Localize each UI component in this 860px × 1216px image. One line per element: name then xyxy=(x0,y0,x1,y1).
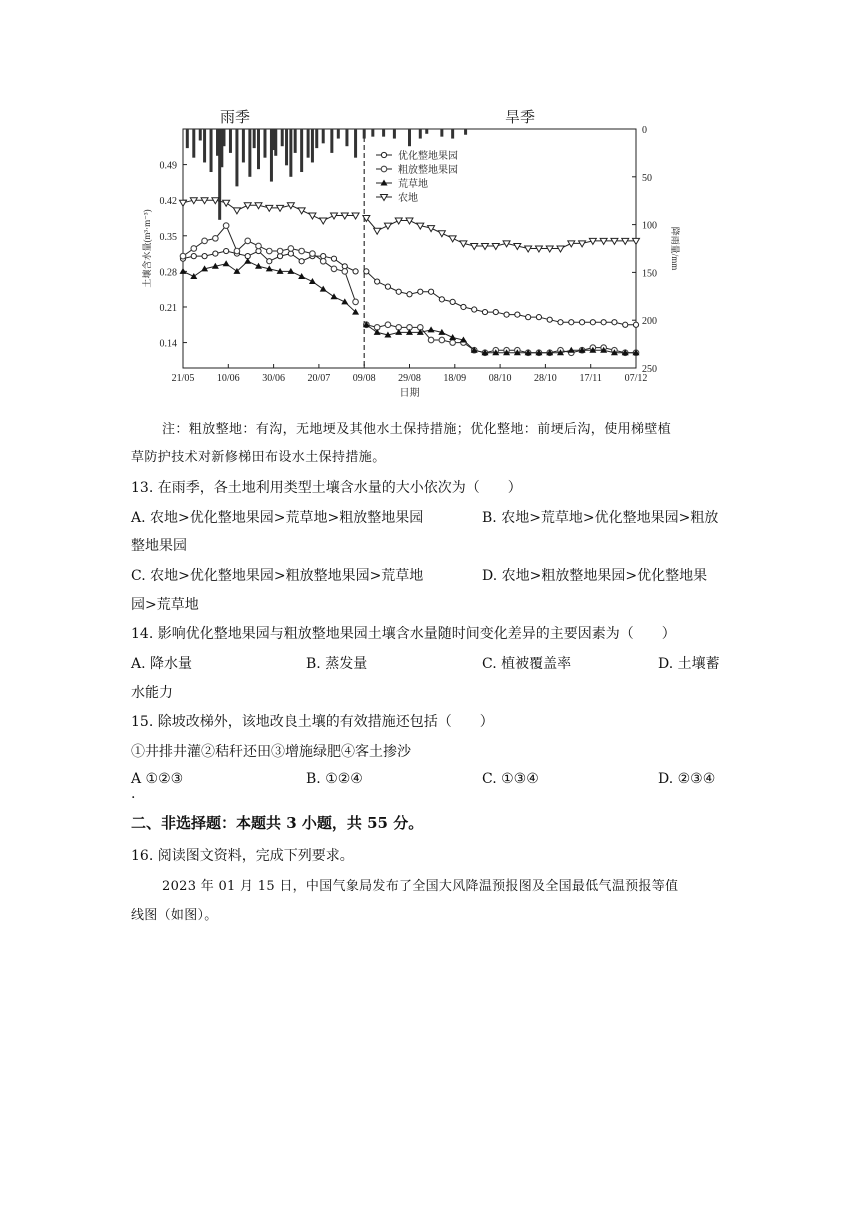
series-point-farmland xyxy=(309,213,316,219)
rainfall-bar xyxy=(393,129,396,139)
series-point-grassland xyxy=(449,334,456,340)
rainfall-bar xyxy=(451,129,454,139)
series-point-extensive-orchard xyxy=(331,266,337,272)
y-left-axis-label: 土壤含水量(m³·m⁻³) xyxy=(142,209,152,288)
series-point-optimized-orchard xyxy=(375,279,380,284)
series-point-extensive-orchard xyxy=(256,243,262,249)
rainfall-bar xyxy=(263,129,266,158)
series-point-extensive-orchard xyxy=(439,337,445,343)
y-right-tick-label: 150 xyxy=(642,268,657,280)
series-point-grassland xyxy=(395,329,402,335)
series-point-extensive-orchard xyxy=(234,248,240,254)
y-left-tick-label: 0.49 xyxy=(159,160,177,172)
series-point-extensive-orchard xyxy=(288,246,294,252)
rainfall-bar xyxy=(242,129,245,162)
series-point-farmland xyxy=(395,218,402,224)
series-point-optimized-orchard xyxy=(590,320,595,325)
q15-option-c: C. ①③④ xyxy=(482,771,539,787)
series-point-optimized-orchard xyxy=(450,299,455,304)
series-point-optimized-orchard xyxy=(579,320,584,325)
series-point-grassland xyxy=(320,286,327,292)
rainfall-bar xyxy=(294,129,297,153)
series-point-extensive-orchard xyxy=(202,238,208,244)
q15-option-a-dot: . xyxy=(131,786,136,802)
series-point-extensive-orchard xyxy=(320,258,326,264)
series-point-optimized-orchard xyxy=(299,259,304,264)
rainfall-bar xyxy=(257,129,260,169)
series-point-optimized-orchard xyxy=(396,289,401,294)
series-point-extensive-orchard xyxy=(180,253,186,259)
soil-moisture-chart xyxy=(140,100,700,400)
legend-label: 荒草地 xyxy=(398,179,428,190)
series-point-optimized-orchard xyxy=(569,320,574,325)
series-point-grassland xyxy=(374,329,381,335)
q13-option-a: A. 农地>优化整地果园>荒草地>粗放整地果园 xyxy=(131,510,424,526)
series-point-farmland xyxy=(406,218,413,224)
rainfall-bar xyxy=(425,129,428,134)
y-right-axis-label: 降雨量/mm xyxy=(670,226,680,271)
series-point-grassland xyxy=(331,293,338,299)
rainfall-bar xyxy=(199,129,202,140)
rainfall-bar xyxy=(311,129,314,162)
series-point-grassland xyxy=(190,273,197,279)
series-point-optimized-orchard xyxy=(482,309,487,314)
q13-option-d: D. 农地>粗放整地果园>优化整地果 xyxy=(482,568,708,584)
rainfall-bar xyxy=(315,129,318,148)
series-point-grassland xyxy=(309,278,316,284)
rainfall-bar xyxy=(345,129,348,146)
rainfall-bar xyxy=(186,129,189,148)
rainfall-bar xyxy=(248,129,251,177)
rainfall-bar xyxy=(222,129,225,146)
series-point-optimized-orchard xyxy=(428,289,433,294)
x-tick-label: 30/06 xyxy=(262,373,285,384)
series-point-optimized-orchard xyxy=(461,304,466,309)
series-point-grassland xyxy=(406,329,413,335)
q14-option-b: B. 蒸发量 xyxy=(306,656,368,672)
rainfall-bar xyxy=(408,129,411,146)
q14-option-a: A. 降水量 xyxy=(131,656,193,672)
chart-note-line1: 注：粗放整地：有沟，无地埂及其他水土保持措施；优化整地：前埂后沟，使用梯壁植 xyxy=(162,422,672,437)
legend-marker xyxy=(381,152,386,157)
series-point-optimized-orchard xyxy=(202,254,207,259)
rainfall-bar xyxy=(440,129,443,137)
series-point-optimized-orchard xyxy=(224,248,229,253)
rainfall-bar xyxy=(354,129,357,158)
q13-option-b: B. 农地>荒草地>优化整地果园>粗放 xyxy=(482,510,719,526)
series-point-optimized-orchard xyxy=(536,315,541,320)
series-point-farmland xyxy=(223,200,230,206)
q14-option-d: D. 土壤蓄 xyxy=(658,656,720,672)
y-right-tick-label: 0 xyxy=(642,125,647,136)
series-point-extensive-orchard xyxy=(266,248,272,254)
series-point-optimized-orchard xyxy=(601,320,606,325)
series-point-extensive-orchard xyxy=(428,337,434,343)
q16-para-line2: 线图（如图）。 xyxy=(131,908,218,923)
series-point-extensive-orchard xyxy=(213,236,219,242)
rainfall-bar xyxy=(229,129,232,153)
q13-stem: 13. 在雨季，各土地利用类型土壤含水量的大小依次为（ ） xyxy=(131,480,522,496)
series-point-grassland xyxy=(244,258,251,264)
y-left-tick-label: 0.35 xyxy=(159,231,177,243)
rainfall-bar xyxy=(203,129,206,162)
series-point-farmland xyxy=(449,236,456,242)
series-point-farmland xyxy=(201,198,208,204)
legend-label: 粗放整地果园 xyxy=(398,165,458,176)
q15-option-d: D. ②③④ xyxy=(658,771,716,787)
series-point-farmland xyxy=(298,208,305,214)
rainfall-bar xyxy=(289,129,292,177)
x-tick-label: 21/05 xyxy=(171,373,195,384)
series-point-extensive-orchard xyxy=(191,246,197,252)
series-point-farmland xyxy=(438,231,445,237)
q14-option-d-cont: 水能力 xyxy=(131,685,173,701)
rainfall-bar xyxy=(464,129,467,135)
series-line-optimized-orchard xyxy=(366,271,636,324)
series-point-extensive-orchard xyxy=(310,251,316,257)
rainfall-bar xyxy=(307,129,310,158)
x-tick-label: 10/06 xyxy=(216,373,240,384)
series-point-grassland xyxy=(341,298,348,304)
y-left-tick-label: 0.28 xyxy=(159,267,177,279)
rainfall-bar xyxy=(235,129,238,186)
season-label-rainy: 雨季 xyxy=(220,110,251,126)
series-point-extensive-orchard xyxy=(223,223,229,229)
q15-choices: ①井排井灌②秸秆还田③增施绿肥④客土掺沙 xyxy=(131,744,411,760)
series-point-optimized-orchard xyxy=(364,269,369,274)
series-point-extensive-orchard xyxy=(450,340,456,346)
y-left-tick-label: 0.42 xyxy=(159,196,177,208)
q15-option-b: B. ①②④ xyxy=(306,771,363,787)
series-point-optimized-orchard xyxy=(331,256,336,261)
rainfall-bar xyxy=(281,129,284,146)
q13-option-c: C. 农地>优化整地果园>粗放整地果园>荒草地 xyxy=(131,568,424,584)
series-point-grassland xyxy=(298,273,305,279)
series-point-extensive-orchard xyxy=(353,299,359,305)
series-point-optimized-orchard xyxy=(439,297,444,302)
series-point-grassland xyxy=(255,263,262,269)
x-axis-label: 日期 xyxy=(399,388,420,399)
series-point-optimized-orchard xyxy=(213,251,218,256)
x-tick-label: 18/09 xyxy=(443,373,467,384)
x-tick-label: 09/08 xyxy=(352,373,376,384)
q15-option-a: A ①②③ xyxy=(131,771,184,787)
legend-marker xyxy=(381,166,387,172)
y-left-tick-label: 0.14 xyxy=(159,338,177,350)
season-label-dry: 旱季 xyxy=(505,110,536,126)
series-line-farmland xyxy=(366,218,636,249)
q16-para-line1: 2023 年 01 月 15 日，中国气象局发布了全国大风降温预报图及全国最低气温预报等值 xyxy=(162,879,679,894)
series-point-optimized-orchard xyxy=(493,309,498,314)
series-point-grassland xyxy=(223,260,230,266)
x-tick-label: 20/07 xyxy=(307,373,331,384)
series-point-optimized-orchard xyxy=(612,320,617,325)
series-point-farmland xyxy=(384,223,391,229)
chart-svg xyxy=(140,100,700,400)
q15-stem: 15. 除坡改梯外，该地改良土壤的有效措施还包括（ ） xyxy=(131,714,494,730)
q16-stem: 16. 阅读图文资料，完成下列要求。 xyxy=(131,848,354,864)
rainfall-bar xyxy=(322,129,325,143)
x-tick-label: 17/11 xyxy=(579,373,602,384)
q13-option-d-cont: 园>荒草地 xyxy=(131,597,199,613)
y-right-tick-label: 100 xyxy=(642,220,657,232)
series-point-optimized-orchard xyxy=(526,315,531,320)
series-point-optimized-orchard xyxy=(504,312,509,317)
series-point-optimized-orchard xyxy=(472,307,477,312)
series-point-farmland xyxy=(180,200,187,206)
x-tick-label: 29/08 xyxy=(398,373,421,384)
series-point-optimized-orchard xyxy=(558,320,563,325)
rainfall-bar xyxy=(274,129,277,156)
series-point-extensive-orchard xyxy=(342,269,348,275)
q13-option-b-cont: 整地果园 xyxy=(131,538,187,554)
series-point-optimized-orchard xyxy=(407,292,412,297)
x-tick-label: 28/10 xyxy=(534,373,557,384)
y-right-tick-label: 50 xyxy=(642,172,652,184)
y-left-tick-label: 0.21 xyxy=(159,302,177,314)
series-point-optimized-orchard xyxy=(633,322,638,327)
rainfall-bar xyxy=(371,129,374,137)
series-point-extensive-orchard xyxy=(277,248,283,254)
series-point-farmland xyxy=(374,228,381,234)
series-point-optimized-orchard xyxy=(191,254,196,259)
series-point-optimized-orchard xyxy=(547,317,552,322)
rainfall-bar xyxy=(285,129,288,165)
rainfall-bar xyxy=(337,129,340,139)
series-point-grassland xyxy=(428,326,435,332)
q14-option-c: C. 植被覆盖率 xyxy=(482,656,572,672)
x-tick-label: 08/10 xyxy=(488,373,512,384)
chart-note-line2: 草防护技术对新修梯田布设水土保持措施。 xyxy=(131,450,386,465)
rainfall-bar xyxy=(253,129,256,148)
rainfall-bar xyxy=(419,129,422,139)
series-point-farmland xyxy=(233,208,240,214)
q14-stem: 14. 影响优化整地果园与粗放整地果园土壤含水量随时间变化差异的主要因素为（ ） xyxy=(131,626,676,642)
series-point-optimized-orchard xyxy=(418,289,423,294)
series-point-extensive-orchard xyxy=(385,322,391,328)
series-point-farmland xyxy=(428,226,435,232)
section2-title: 二、非选择题：本题共 3 小题，共 55 分。 xyxy=(131,814,424,832)
rainfall-bar xyxy=(210,129,213,172)
legend-label: 农地 xyxy=(398,193,418,204)
rainfall-bar xyxy=(330,129,333,153)
series-point-optimized-orchard xyxy=(515,312,520,317)
rainfall-bar xyxy=(300,129,303,172)
series-point-optimized-orchard xyxy=(267,259,272,264)
series-point-farmland xyxy=(266,205,273,211)
rainfall-bar xyxy=(192,129,195,158)
legend-label: 优化整地果园 xyxy=(398,151,458,162)
series-point-extensive-orchard xyxy=(299,248,305,254)
series-point-optimized-orchard xyxy=(385,284,390,289)
series-point-optimized-orchard xyxy=(623,322,628,327)
series-point-optimized-orchard xyxy=(353,269,358,274)
x-tick-label: 07/12 xyxy=(624,373,648,384)
rainfall-bar xyxy=(382,129,385,137)
series-point-farmland xyxy=(277,205,284,211)
y-right-tick-label: 200 xyxy=(642,316,657,328)
y-right-tick-label: 250 xyxy=(642,364,657,375)
series-point-farmland xyxy=(320,218,327,224)
series-point-extensive-orchard xyxy=(245,238,251,244)
